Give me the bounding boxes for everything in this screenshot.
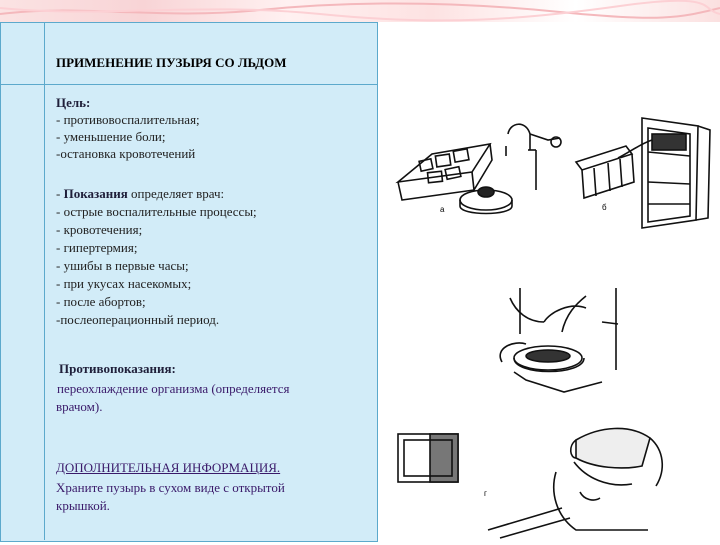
filling-ice-pack-illustration bbox=[500, 288, 618, 392]
illustrations-area bbox=[380, 22, 720, 540]
extra-info-line: крышкой. bbox=[56, 498, 110, 513]
text-panel bbox=[0, 22, 378, 540]
panel-margin-line bbox=[44, 22, 45, 540]
goal-item: - уменьшение боли; bbox=[56, 129, 166, 144]
ice-pack-illustrations bbox=[380, 22, 720, 540]
decorative-top-stripe bbox=[0, 0, 720, 22]
indication-item: - после абортов; bbox=[56, 294, 146, 309]
title-cell bbox=[0, 22, 378, 85]
patient-with-ice-pack-illustration bbox=[398, 428, 662, 538]
contraindications-line: переохлаждение организма (определяется bbox=[57, 381, 290, 396]
goal-heading: Цель: bbox=[56, 95, 91, 110]
figure-label-a: а bbox=[440, 205, 445, 214]
water-tap-illustration bbox=[506, 124, 561, 190]
page-title: ПРИМЕНЕНИЕ ПУЗЫРЯ СО ЛЬДОМ bbox=[56, 55, 287, 70]
goal-item: -остановка кровотечений bbox=[56, 146, 196, 161]
contraindications-heading: Противопоказания: bbox=[59, 361, 176, 376]
indication-item: -послеоперационный период. bbox=[56, 312, 220, 327]
indication-item: - ушибы в первые часы; bbox=[56, 258, 189, 273]
refrigerator-illustration bbox=[618, 118, 710, 228]
extra-info-line: Храните пузырь в сухом виде с открытой bbox=[56, 480, 285, 495]
indication-item: - острые воспалительные процессы; bbox=[56, 204, 257, 219]
extra-info-heading: ДОПОЛНИТЕЛЬНАЯ ИНФОРМАЦИЯ. bbox=[56, 460, 281, 475]
figure-label-g: г bbox=[484, 489, 487, 498]
indications-heading: - Показания определяет врач: bbox=[56, 186, 225, 201]
contraindications-line: врачом). bbox=[56, 399, 103, 414]
figure-label-b: б bbox=[602, 203, 607, 212]
indication-item: - гипертермия; bbox=[56, 240, 138, 255]
wave-decoration bbox=[0, 0, 720, 22]
indication-item: - кровотечения; bbox=[56, 222, 143, 237]
indication-item: - при укусах насекомых; bbox=[56, 276, 192, 291]
title-divider bbox=[44, 84, 378, 85]
goal-item: - противовоспалительная; bbox=[56, 112, 200, 127]
